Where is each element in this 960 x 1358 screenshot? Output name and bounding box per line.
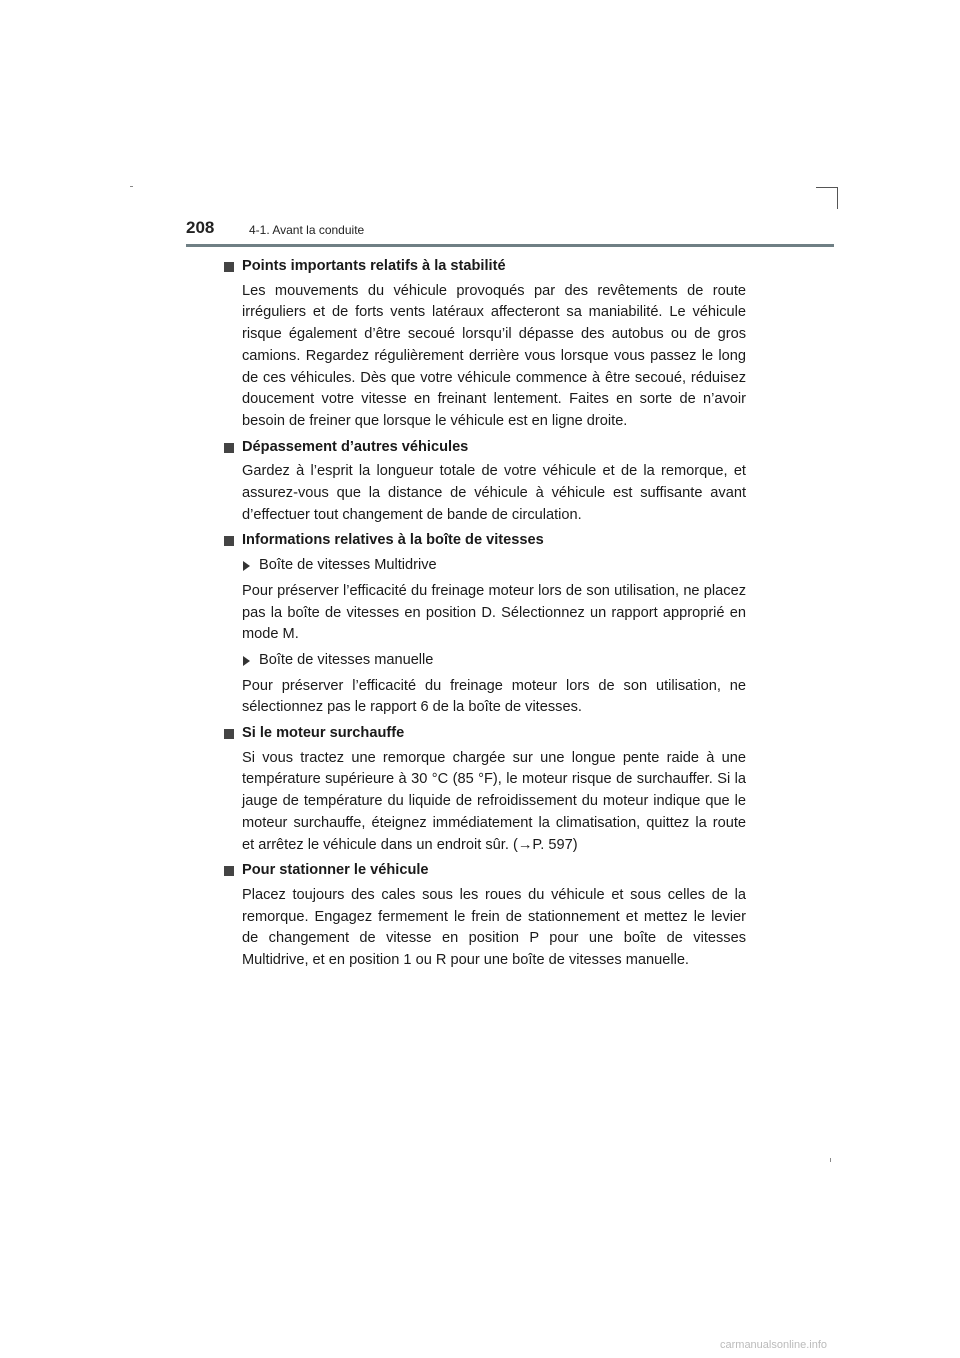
crop-mark-top-right-vertical [837,187,838,209]
section-heading-text: Dépassement d’autres véhicules [242,438,469,455]
section [224,723,746,856]
page-header [186,218,834,248]
paragraph: Si vous tractez une remorque chargée sur une longue pente raide à une température supérieure à 30 °C (85 °F), le moteur risque de surchauffer. Si la jauge de température du liquide de refroidissement du moteur indique que le moteur surchauffe, éteignez immédiatement la climatisation, quittez la route et arrêtez le véhicule dans un endroit sûr. (→P. 597) [242,749,746,853]
section [224,530,746,719]
square-bullet-icon [224,866,234,876]
section [224,860,746,972]
sub-item-text: Boîte de vitesses manuelle [259,651,434,668]
paragraph: Pour préserver l’efficacité du freinage moteur lors de son utilisation, ne sélectionnez pas le rapport 6 de la boîte de vitesses. [242,677,746,716]
square-bullet-icon [224,729,234,739]
paragraph: Gardez à l’esprit la longueur totale de votre véhicule et de la remorque, et assurez-vous que la distance de véhicule à véhicule est suffisante avant d’effectuer tout changement de bande de circulation. [242,463,746,523]
square-bullet-icon [224,443,234,453]
section-label: 4-1. Avant la conduite [249,223,365,237]
sub-item-text: Boîte de vitesses Multidrive [259,557,437,574]
section-heading [224,860,746,882]
section-heading-text: Informations relatives à la boîte de vitesses [242,532,544,549]
header-rule [186,244,834,247]
section-heading [224,437,746,459]
square-bullet-icon [224,536,234,546]
section-heading [224,723,746,745]
paragraph: Pour préserver l’efficacité du freinage moteur lors de son utilisation, ne placez pas la boîte de vitesses en position D. Sélectionnez un rapport approprié en mode M. [242,582,746,643]
triangle-bullet-icon [243,561,250,571]
square-bullet-icon [224,262,234,272]
sub-item [224,650,746,672]
paragraph: Les mouvements du véhicule provoqués par des revêtements de route irréguliers et de forts vents latéraux affecteront sa maniabilité. Le véhicule risque également d’être secoué lorsqu’il dépasse des autobus ou de gros camions. Regardez régulièrement derrière vous lorsque vous passez le long de ces véhicules. Dès que votre véhicule commence à être secoué, réduisez doucement votre vitesse en freinant lentement. Faites en sorte de n’avoir besoin de freiner que lorsque le véhicule est en ligne droite. [242,282,746,429]
section-heading-text: Pour stationner le véhicule [242,862,429,879]
section [224,256,746,433]
crop-mark-top-right [816,187,838,188]
section-heading-text: Points importants relatifs à la stabilité [242,258,506,274]
triangle-bullet-icon [243,656,250,666]
section [224,437,746,527]
section-heading-text: Si le moteur surchauffe [242,725,405,742]
crop-mark-bottom-right [830,1158,831,1162]
section-heading [224,256,746,278]
paragraph: Placez toujours des cales sous les roues du véhicule et sous celles de la remorque. Engagez fermement le frein de stationnement et mettez le levier de changement de vitesse en position P pour une boîte de vitesses Multidrive, et en position 1 ou R pour une boîte de vitesses manuelle. [242,886,746,969]
crop-mark-top-left [130,186,133,187]
page-number: 208 [186,218,215,237]
sub-item [224,555,746,577]
page-content [224,256,746,976]
section-heading [224,530,746,552]
watermark: carmanualsonline.info [720,1339,828,1351]
